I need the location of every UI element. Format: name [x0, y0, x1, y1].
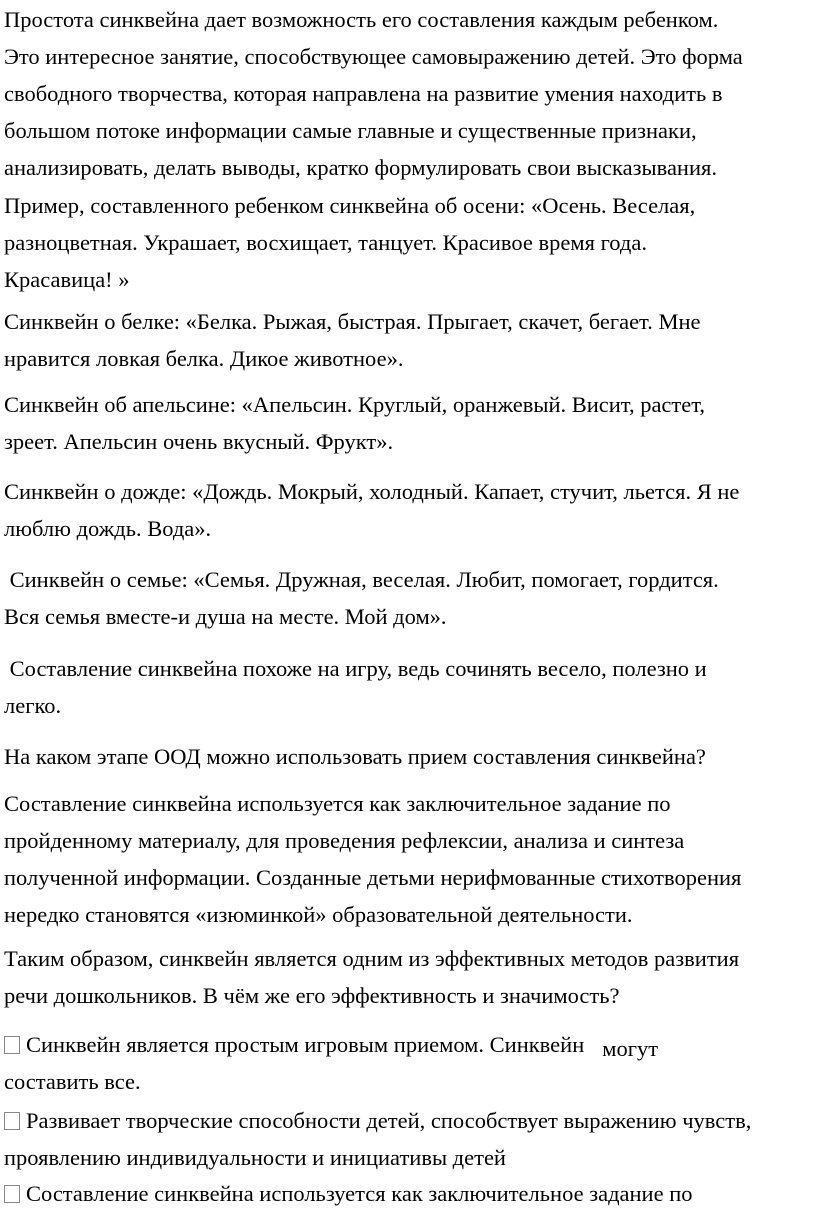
text-line: люблю дождь. Вода». — [4, 516, 212, 541]
text-line: Синквейн об апельсине: «Апельсин. Круглый, оранжевый. Висит, растет, — [4, 392, 706, 417]
text-line: разноцветная. Украшает, восхищает, танцует. Красивое время года. — [4, 230, 647, 255]
paragraph-question — [4, 738, 810, 775]
bullet-icon — [4, 1036, 20, 1054]
paragraph-orange — [4, 386, 810, 460]
text-line: Синквейн о семье: «Семья. Дружная, веселая. Любит, помогает, гордится. — [4, 567, 719, 592]
text-line: Вся семья вместе-и душа на месте. Мой дом». — [4, 604, 447, 629]
text-line: анализировать, делать выводы, кратко формулировать свои высказывания. — [4, 155, 717, 180]
text-line: составить все. — [4, 1069, 141, 1094]
text-line: пройденному материалу, для проведения рефлексии, анализа и синтеза — [4, 828, 685, 853]
bullet-item-creative — [4, 1102, 810, 1176]
paragraph-family — [4, 561, 810, 635]
text-line: полученной информации. Созданные детьми нерифмованные стихотворения — [4, 865, 742, 890]
paragraph-rain — [4, 473, 810, 547]
text-line: свободного творчества, которая направлена на развитие умения находить в — [4, 81, 723, 106]
text-line: Синквейн о белке: «Белка. Рыжая, быстрая. Прыгает, скачет, бегает. Мне — [4, 309, 701, 334]
paragraph-conclusion — [4, 940, 810, 1014]
text-line: нравится ловкая белка. Дикое животное». — [4, 346, 404, 371]
text-line: Красавица! » — [4, 267, 130, 292]
text-line: Составление синквейна используется как заключительное задание по — [4, 791, 671, 816]
text-line: Это интересное занятие, способствующее самовыражению детей. Это форма — [4, 44, 743, 69]
bullet-icon — [4, 1112, 20, 1130]
text-line: проявлению индивидуальности и инициативы детей — [4, 1145, 506, 1170]
text-line: Составление синквейна похоже на игру, ведь сочинять весело, полезно и — [4, 656, 707, 681]
text-line: Синквейн о дожде: «Дождь. Мокрый, холодный. Капает, стучит, льется. Я не — [4, 479, 740, 504]
bullet-text: Развивает творческие способности детей, способствует выражению чувств, — [26, 1108, 752, 1133]
paragraph-autumn — [4, 187, 810, 298]
bullet-text: Составление синквейна используется как заключительное задание по — [26, 1181, 693, 1206]
text-line: легко. — [4, 693, 62, 718]
bullet-item-simple — [4, 1026, 810, 1100]
text-line: Таким образом, синквейн является одним из эффективных методов развития — [4, 946, 740, 971]
text-line: На каком этапе ООД можно использовать прием составления синквейна? — [4, 744, 706, 769]
text-line: речи дошкольников. В чём же его эффективность и значимость? — [4, 983, 620, 1008]
paragraph-game — [4, 650, 810, 724]
bullet-text-extra: могут — [602, 1036, 659, 1061]
text-line: Простота синквейна дает возможность его составления каждым ребенком. — [4, 7, 719, 32]
text-line: большом потоке информации самые главные и существенные признаки, — [4, 118, 697, 143]
text-line: зреет. Апельсин очень вкусный. Фрукт». — [4, 429, 394, 454]
paragraph-answer — [4, 785, 810, 933]
text-line: Пример, составленного ребенком синквейна об осени: «Осень. Веселая, — [4, 193, 696, 218]
paragraph-squirrel — [4, 303, 810, 377]
paragraph-intro — [4, 1, 810, 186]
bullet-item-final-task — [4, 1175, 810, 1212]
bullet-text: Синквейн является простым игровым приемом. Синквейн — [26, 1032, 585, 1057]
bullet-icon — [4, 1185, 20, 1203]
text-line: нередко становятся «изюминкой» образовательной деятельности. — [4, 902, 633, 927]
